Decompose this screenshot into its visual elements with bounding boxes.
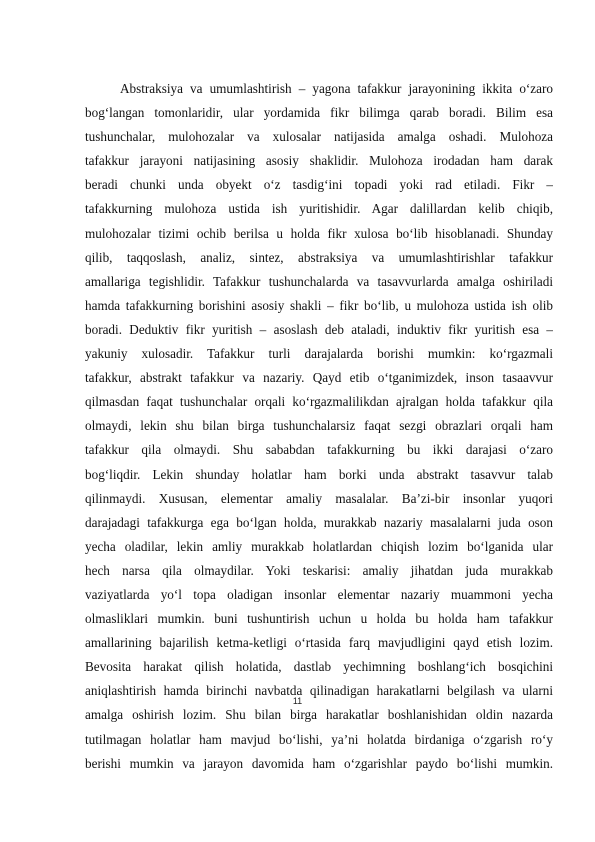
text-line: Abstraksiya va umumlashtirish – yagona tafakkur jarayonining ikkita o‘zaro [120, 81, 553, 96]
text-line: Bevosita harakat qilish holatida, dastlab yechimning boshlang‘ich bosqichini [85, 659, 553, 675]
text-line: beradi chunki unda obyekt o‘z tasdig‘ini topadi yoki rad etiladi. Fikr – [85, 177, 553, 193]
text-line: qilib, taqqoslash, analiz, sintez, abstraksiya va umumlashtirishlar tafakkur [85, 249, 553, 265]
text-line: vaziyatlarda yo‘l topa oladigan insonlar elementar nazariy muammoni yecha [85, 586, 553, 602]
text-line: amalga oshirish lozim. Shu bilan birga harakatlar boshlanishidan oldin nazarda [85, 707, 553, 723]
text-line: amallarining bajarilish ketma-ketligi o‘rtasida farq mavjudligini qayd etish lozim. [85, 635, 553, 651]
text-line: darajadagi tafakkurga ega bo‘lgan holda, murakkab nazariy masalalarni juda oson [85, 514, 553, 530]
text-line: boradi. Deduktiv fikr yuritish – asoslash deb ataladi, induktiv fikr yuritish esa – [85, 321, 553, 337]
text-line: tafakkur, abstrakt tafakkur va nazariy. Qayd etib o‘tganimizdek, inson tasaavvur [85, 370, 553, 386]
text-line: amallariga tegishlidir. Tafakkur tushunchalarda va tasavvurlarda amalga oshiriladi [85, 273, 553, 289]
text-line: tafakkur qila olmaydi. Shu sababdan tafakkurning bu ikki darajasi o‘zaro [85, 442, 553, 458]
text-line: aniqlashtirish hamda birinchi navbatda qilinadigan harakatlarni belgilash va ularni [85, 683, 553, 699]
text-line: mulohozalar tizimi ochib berilsa u holda fikr xulosa bo‘lib hisoblanadi. Shunday [85, 225, 553, 241]
text-line: hamda tafakkurning borishini asosiy shakli – fikr bo‘lib, u mulohoza ustida ish olib [85, 297, 553, 313]
text-line: tafakkur jarayoni natijasining asosiy shaklidir. Mulohoza irodadan ham darak [85, 153, 553, 169]
text-line: tushunchalar, mulohozalar va xulosalar natijasida amalga oshadi. Mulohoza [85, 129, 553, 145]
text-line: qilinmaydi. Xususan, elementar amaliy masalalar. Ba’zi-bir insonlar yuqori [85, 490, 553, 506]
text-line: olmasliklari mumkin. buni tushuntirish uchun u holda bu holda ham tafakkur [85, 611, 553, 627]
text-line: tutilmagan holatlar ham mavjud bo‘lishi, ya’ni holatda birdaniga o‘zgarish ro‘y [85, 731, 553, 747]
text-line: bog‘langan tomonlaridir, ular yordamida fikr bilimga qarab boradi. Bilim esa [85, 105, 553, 121]
text-line: tafakkurning mulohoza ustida ish yuritishidir. Agar dalillardan kelib chiqib, [85, 201, 553, 217]
text-line: berishi mumkin va jarayon davomida ham o‘zgarishlar paydo bo‘lishi mumkin. [85, 755, 553, 771]
text-line: hech narsa qila olmaydilar. Yoki teskarisi: amaliy jihatdan juda murakkab [85, 562, 553, 578]
text-line: bog‘liqdir. Lekin shunday holatlar ham borki unda abstrakt tasavvur talab [85, 466, 553, 482]
text-line: olmaydi, lekin shu bilan birga tushunchalarsiz faqat sezgi obrazlari orqali ham [85, 418, 553, 434]
text-line: qilmasdan faqat tushunchalar orqali ko‘rgazmalilikdan ajralgan holda tafakkur qila [85, 394, 553, 410]
text-line: yakuniy xulosadir. Tafakkur turli darajalarda borishi mumkin: ko‘rgazmali [85, 346, 553, 362]
body-text [85, 77, 553, 776]
text-line: yecha oladilar, lekin amliy murakkab holatlardan chiqish lozim bo‘lganida ular [85, 538, 553, 554]
page-number: 11 [292, 696, 303, 706]
